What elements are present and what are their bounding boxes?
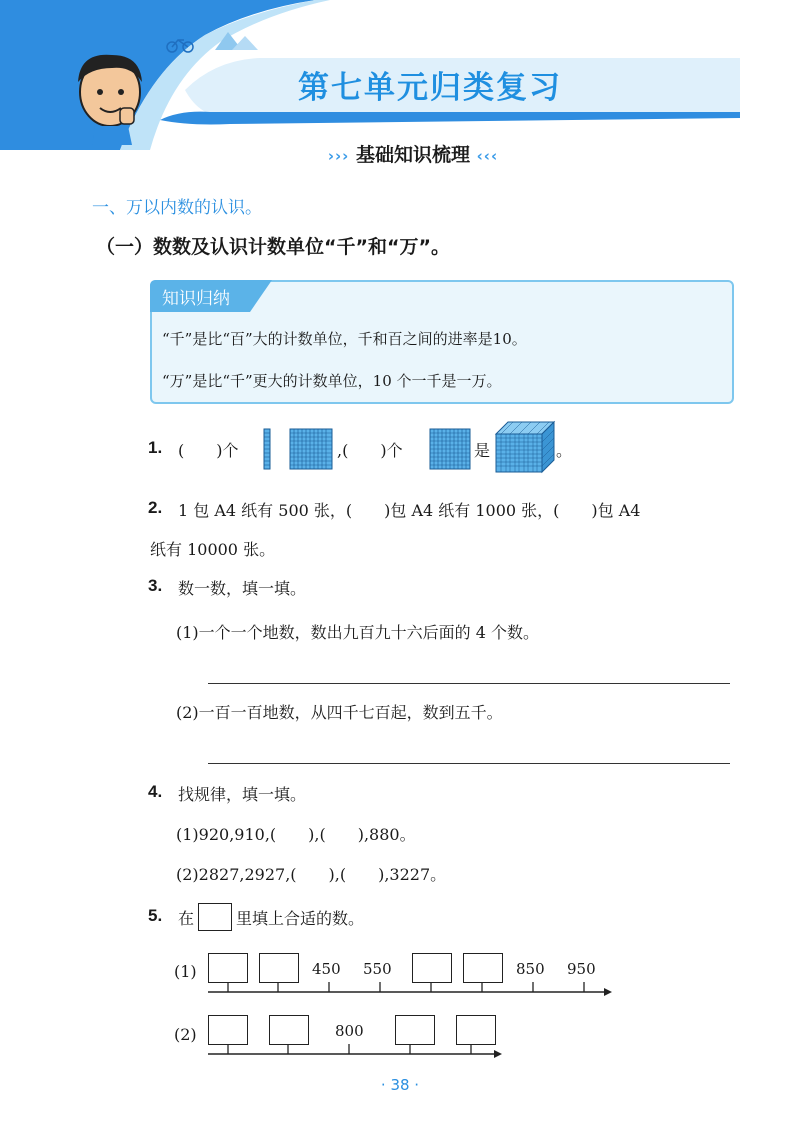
question-number: 3. — [148, 576, 163, 595]
knowledge-tag: 知识归纳 — [162, 289, 230, 309]
q4-part-1[interactable]: (1)920,910,( ),( ),880。 — [176, 825, 416, 844]
section-title: 基础知识梳理 — [355, 144, 470, 166]
answer-box[interactable] — [208, 1015, 248, 1045]
q1-blank-2[interactable]: ,( )个 — [337, 441, 403, 460]
answer-box[interactable] — [463, 953, 503, 983]
q4-title: 找规律，填一填。 — [178, 785, 307, 804]
thousand-cube-icon — [494, 420, 556, 474]
q5-text-after: 里填上合适的数。 — [236, 909, 365, 928]
q1-period: 。 — [556, 441, 573, 460]
question-1 — [148, 438, 162, 458]
part-one-title: 一、万以内数的认识。 — [92, 198, 262, 218]
question-4 — [148, 782, 162, 802]
line1-label: (1) — [174, 962, 197, 981]
q5-text-before: 在 — [178, 909, 195, 928]
q1-is-text: 是 — [474, 441, 491, 460]
left-arrows-icon: ››› — [327, 147, 350, 165]
question-number: 4. — [148, 782, 163, 801]
answer-box[interactable] — [412, 953, 452, 983]
tick-label: 950 — [567, 960, 596, 978]
section-heading — [298, 140, 528, 167]
hundred-rod-icon — [263, 428, 273, 472]
knowledge-line: “千”是比“百”大的计数单位，千和百之间的进率是10。 — [162, 330, 527, 348]
sub-section-title: （一）数数及认识计数单位“千”和“万”。 — [96, 236, 450, 258]
answer-box[interactable] — [269, 1015, 309, 1045]
q3-part-1: (1)一个一个地数，数出九百九十六后面的 4 个数。 — [176, 623, 540, 642]
unit-title: 第七单元归类复习 — [298, 70, 562, 106]
question-2 — [148, 498, 162, 518]
knowledge-line: “万”是比“千”更大的计数单位，10 个一千是一万。 — [162, 372, 502, 390]
question-3 — [148, 576, 162, 596]
line2-label: (2) — [174, 1025, 197, 1044]
answer-box[interactable] — [456, 1015, 496, 1045]
answer-box[interactable] — [208, 953, 248, 983]
tick-label: 550 — [363, 960, 392, 978]
question-5 — [148, 906, 162, 926]
hundred-flat-icon — [428, 428, 474, 472]
q2-line-2: 纸有 10000 张。 — [150, 540, 276, 559]
question-number: 1. — [148, 438, 163, 457]
question-number: 2. — [148, 498, 163, 517]
sample-box — [198, 903, 232, 931]
tick-label: 800 — [335, 1022, 364, 1040]
q1-blank-1[interactable]: ( )个 — [178, 441, 239, 460]
q3-title: 数一数，填一填。 — [178, 579, 307, 598]
tick-label: 850 — [516, 960, 545, 978]
answer-box[interactable] — [259, 953, 299, 983]
q2-line-1[interactable]: 1 包 A4 纸有 500 张，( )包 A4 纸有 1000 张，( )包 A4 — [178, 501, 641, 520]
answer-line-1[interactable] — [208, 683, 730, 684]
answer-line-2[interactable] — [208, 763, 730, 764]
right-arrows-icon: ‹‹‹ — [476, 147, 499, 165]
page-number: · 38 · — [380, 1076, 420, 1094]
q4-part-2[interactable]: (2)2827,2927,( ),( ),3227。 — [176, 865, 447, 884]
answer-box[interactable] — [395, 1015, 435, 1045]
q3-part-2: (2)一百一百地数，从四千七百起，数到五千。 — [176, 703, 503, 722]
question-number: 5. — [148, 906, 163, 925]
hundred-flat-icon — [288, 428, 336, 472]
tick-label: 450 — [312, 960, 341, 978]
